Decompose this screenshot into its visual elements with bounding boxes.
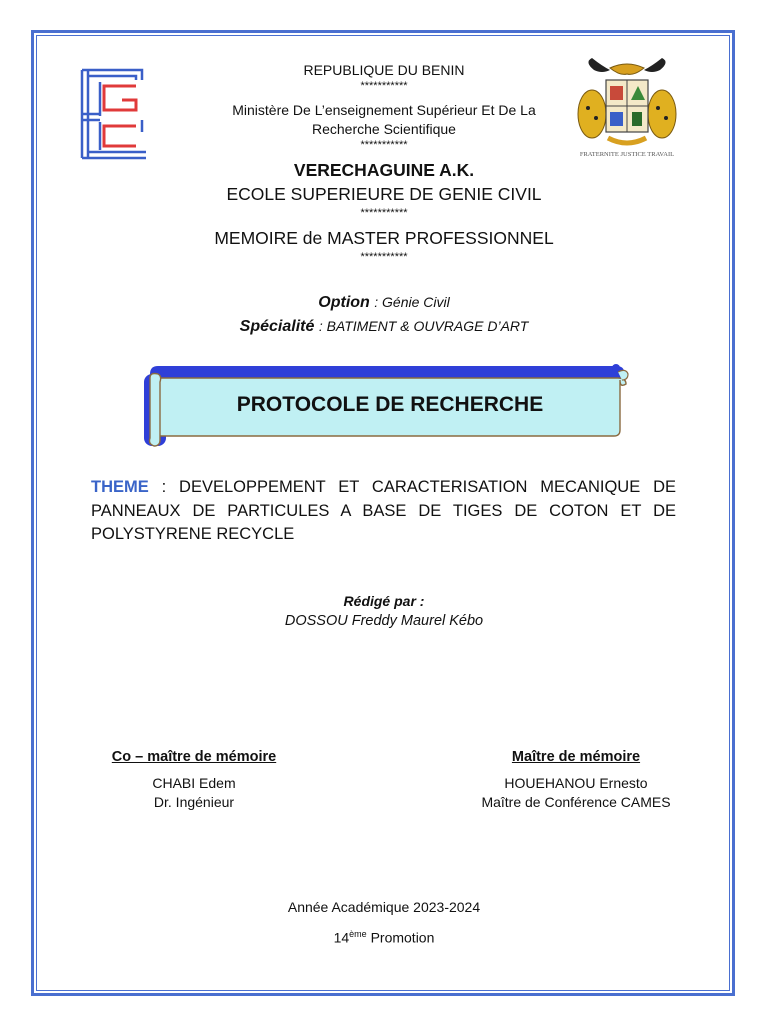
co-supervisor-title: Dr. Ingénieur <box>153 794 235 810</box>
ministry-line-2: Recherche Scientifique <box>312 121 456 137</box>
option-label: Option <box>318 294 370 311</box>
institution-name: VERECHAGUINE A.K. <box>293 160 475 180</box>
promotion <box>0 929 768 946</box>
memoir-type: MEMOIRE de MASTER PROFESSIONNEL <box>214 228 554 248</box>
separator: *********** <box>360 251 408 263</box>
separator: *********** <box>360 80 408 92</box>
coat-of-arms-motto: FRATERNITE JUSTICE TRAVAIL <box>579 151 675 158</box>
academic-year: Année Académique 2023-2024 <box>287 899 481 915</box>
specialite-line <box>0 318 768 336</box>
separator: *********** <box>360 139 408 151</box>
supervisor-title: Maître de Conférence CAMES <box>481 794 671 810</box>
co-supervisor-heading: Co – maître de mémoire <box>111 749 277 765</box>
option-value: : Génie Civil <box>374 294 450 310</box>
co-supervisor-block <box>64 748 324 812</box>
supervisor-block <box>446 748 706 812</box>
ministry-line-1: Ministère De L’enseignement Supérieur Et De La <box>232 102 536 118</box>
school-name: ECOLE SUPERIEURE DE GENIE CIVIL <box>226 184 542 204</box>
supervisor-name: HOUEHANOU Ernesto <box>504 775 648 791</box>
document-title: PROTOCOLE DE RECHERCHE <box>236 393 544 416</box>
theme-paragraph <box>91 476 676 547</box>
co-supervisor-name: CHABI Edem <box>152 775 236 791</box>
specialite-label: Spécialité <box>239 318 315 335</box>
promotion-number: 14 <box>333 929 350 946</box>
country-name: REPUBLIQUE DU BENIN <box>303 62 465 78</box>
supervisor-heading: Maître de mémoire <box>511 749 641 765</box>
theme-text: : DEVELOPPEMENT ET CARACTERISATION MECANIQUE DE PANNEAUX DE PARTICULES A BASE DE TIGES DE COTON ET DE POLYSTYRENE RECYCLE <box>91 478 676 543</box>
promotion-suffix: ème <box>349 929 367 939</box>
author-name: DOSSOU Freddy Maurel Kébo <box>284 613 484 629</box>
specialite-value: : BATIMENT & OUVRAGE D’ART <box>318 318 529 334</box>
theme-label: THEME <box>91 478 149 496</box>
option-line <box>0 294 768 312</box>
author-label: Rédigé par : <box>343 593 425 609</box>
separator: *********** <box>360 207 408 219</box>
promotion-word: Promotion <box>366 929 435 946</box>
